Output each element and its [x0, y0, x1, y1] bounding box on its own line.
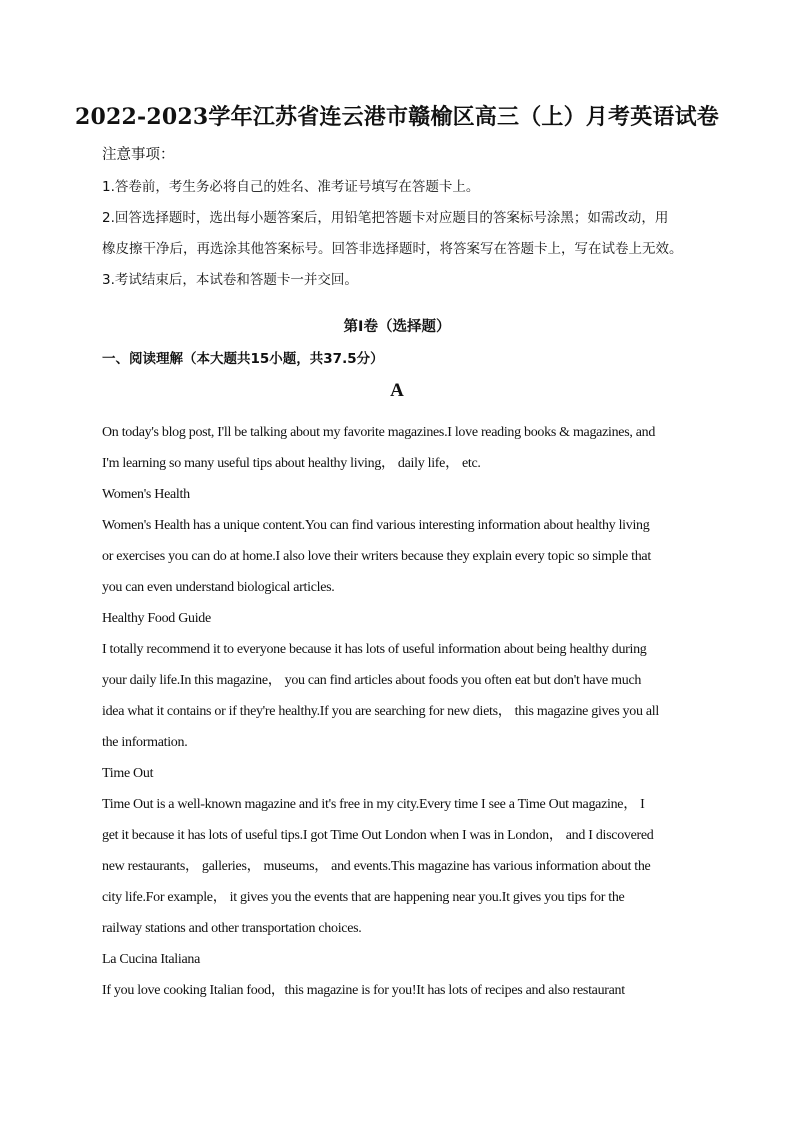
- passage-line: city life.For example， it gives you the events that are happening near you.It gives you tips for the: [102, 890, 625, 905]
- notice-line: 3.考试结束后，本试卷和答题卡一并交回。: [102, 272, 358, 288]
- passage-line: or exercises you can do at home.I also love their writers because they explain every topic so simple that: [102, 549, 651, 564]
- passage-line: get it because it has lots of useful tips.I got Time Out London when I was in London， and I discovered: [102, 828, 654, 843]
- passage-line: On today's blog post, I'll be talking about my favorite magazines.I love reading books & magazines, and: [102, 425, 656, 440]
- magazine-heading: La Cucina Italiana: [102, 952, 200, 967]
- passage-line: your daily life.In this magazine， you can find articles about foods you often eat but don't have much: [102, 673, 642, 688]
- magazine-heading: Women's Health: [102, 487, 190, 502]
- passage-line: railway stations and other transportation choices.: [102, 921, 362, 936]
- passage-line: new restaurants， galleries， museums， and events.This magazine has various information about the: [102, 859, 651, 874]
- exam-title: 2022-2023学年江苏省连云港市赣榆区高三（上）月考英语试卷: [75, 104, 719, 130]
- passage-line: you can even understand biological articles.: [102, 580, 335, 595]
- passage-line: If you love cooking Italian food，this magazine is for you!It has lots of recipes and also restaurant: [102, 983, 625, 998]
- passage-line: I totally recommend it to everyone because it has lots of useful information about being healthy during: [102, 642, 647, 657]
- notice-line: 1.答卷前，考生务必将自己的姓名、准考证号填写在答题卡上。: [102, 179, 480, 195]
- part-heading: 一、阅读理解（本大题共15小题，共37.5分）: [102, 351, 384, 367]
- notice-heading: 注意事项：: [102, 147, 175, 163]
- passage-line: Women's Health has a unique content.You can find various interesting information about healthy living: [102, 518, 650, 533]
- passage-body: [102, 417, 702, 1006]
- notice-line: 2.回答选择题时，选出每小题答案后，用铅笔把答题卡对应题目的答案标号涂黑；如需改动，用: [102, 210, 669, 226]
- passage-letter: A: [390, 380, 404, 401]
- section-title: 第Ⅰ卷（选择题）: [343, 319, 451, 335]
- magazine-heading: Healthy Food Guide: [102, 611, 211, 626]
- passage-line: Time Out is a well-known magazine and it's free in my city.Every time I see a Time Out magazine， I: [102, 797, 645, 812]
- passage-line: the information.: [102, 735, 188, 750]
- passage-line: I'm learning so many useful tips about healthy living， daily life， etc.: [102, 456, 481, 471]
- passage-line: idea what it contains or if they're healthy.If you are searching for new diets， this magazine gives you all: [102, 704, 659, 719]
- magazine-heading: Time Out: [102, 766, 154, 781]
- notice-line: 橡皮擦干净后，再选涂其他答案标号。回答非选择题时，将答案写在答题卡上，写在试卷上无效。: [102, 241, 683, 257]
- notice-list: [102, 172, 702, 296]
